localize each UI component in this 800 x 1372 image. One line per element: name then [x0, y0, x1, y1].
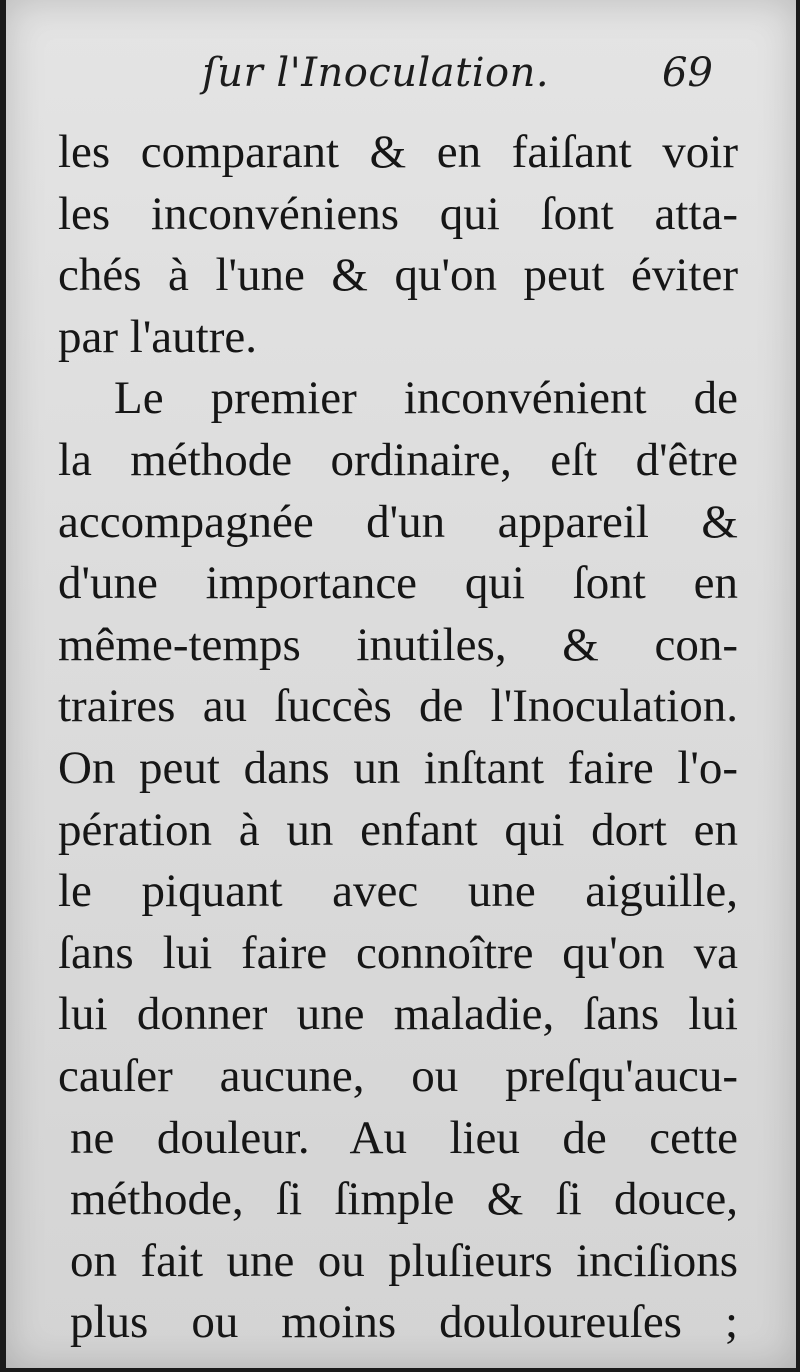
text-line: pération à un enfant qui dort en — [58, 803, 738, 856]
text-line: plus ou moins douloureuſes ; — [70, 1296, 738, 1349]
text-line: accompagnée d'un appareil & — [58, 495, 738, 548]
text-line: par l'autre. — [58, 310, 257, 363]
page-number: 69 — [662, 50, 713, 96]
running-title: ſur l'Inoculation. — [202, 50, 550, 96]
text-line: ſans lui faire connoître qu'on va — [58, 926, 738, 979]
text-line: ne douleur. Au lieu de cette — [70, 1111, 738, 1164]
text-line: le piquant avec une aiguille, — [58, 865, 738, 918]
text-line: chés à l'une & qu'on peut éviter — [58, 249, 738, 302]
text-line: méthode, ſi ſimple & ſi douce, — [70, 1173, 738, 1226]
text-line: la méthode ordinaire, eſt d'être — [58, 433, 738, 486]
book-page — [6, 0, 796, 1368]
text-line: On peut dans un inſtant faire l'o- — [58, 741, 738, 794]
text-line: lui donner une maladie, ſans lui — [58, 988, 738, 1041]
text-line: Le premier inconvénient de — [114, 372, 738, 425]
text-line: d'une importance qui ſont en — [58, 557, 738, 610]
body-text — [58, 122, 738, 1354]
running-head — [6, 50, 796, 110]
text-line: on fait une ou pluſieurs inciſions — [70, 1234, 738, 1287]
text-line: les inconvéniens qui ſont atta- — [58, 187, 738, 240]
text-line: cauſer aucune, ou preſqu'aucu- — [58, 1049, 738, 1102]
text-line: même-temps inutiles, & con- — [58, 618, 738, 671]
text-line: traires au ſuccès de l'Inoculation. — [58, 680, 738, 733]
text-line: les comparant & en faiſant voir — [58, 126, 738, 178]
